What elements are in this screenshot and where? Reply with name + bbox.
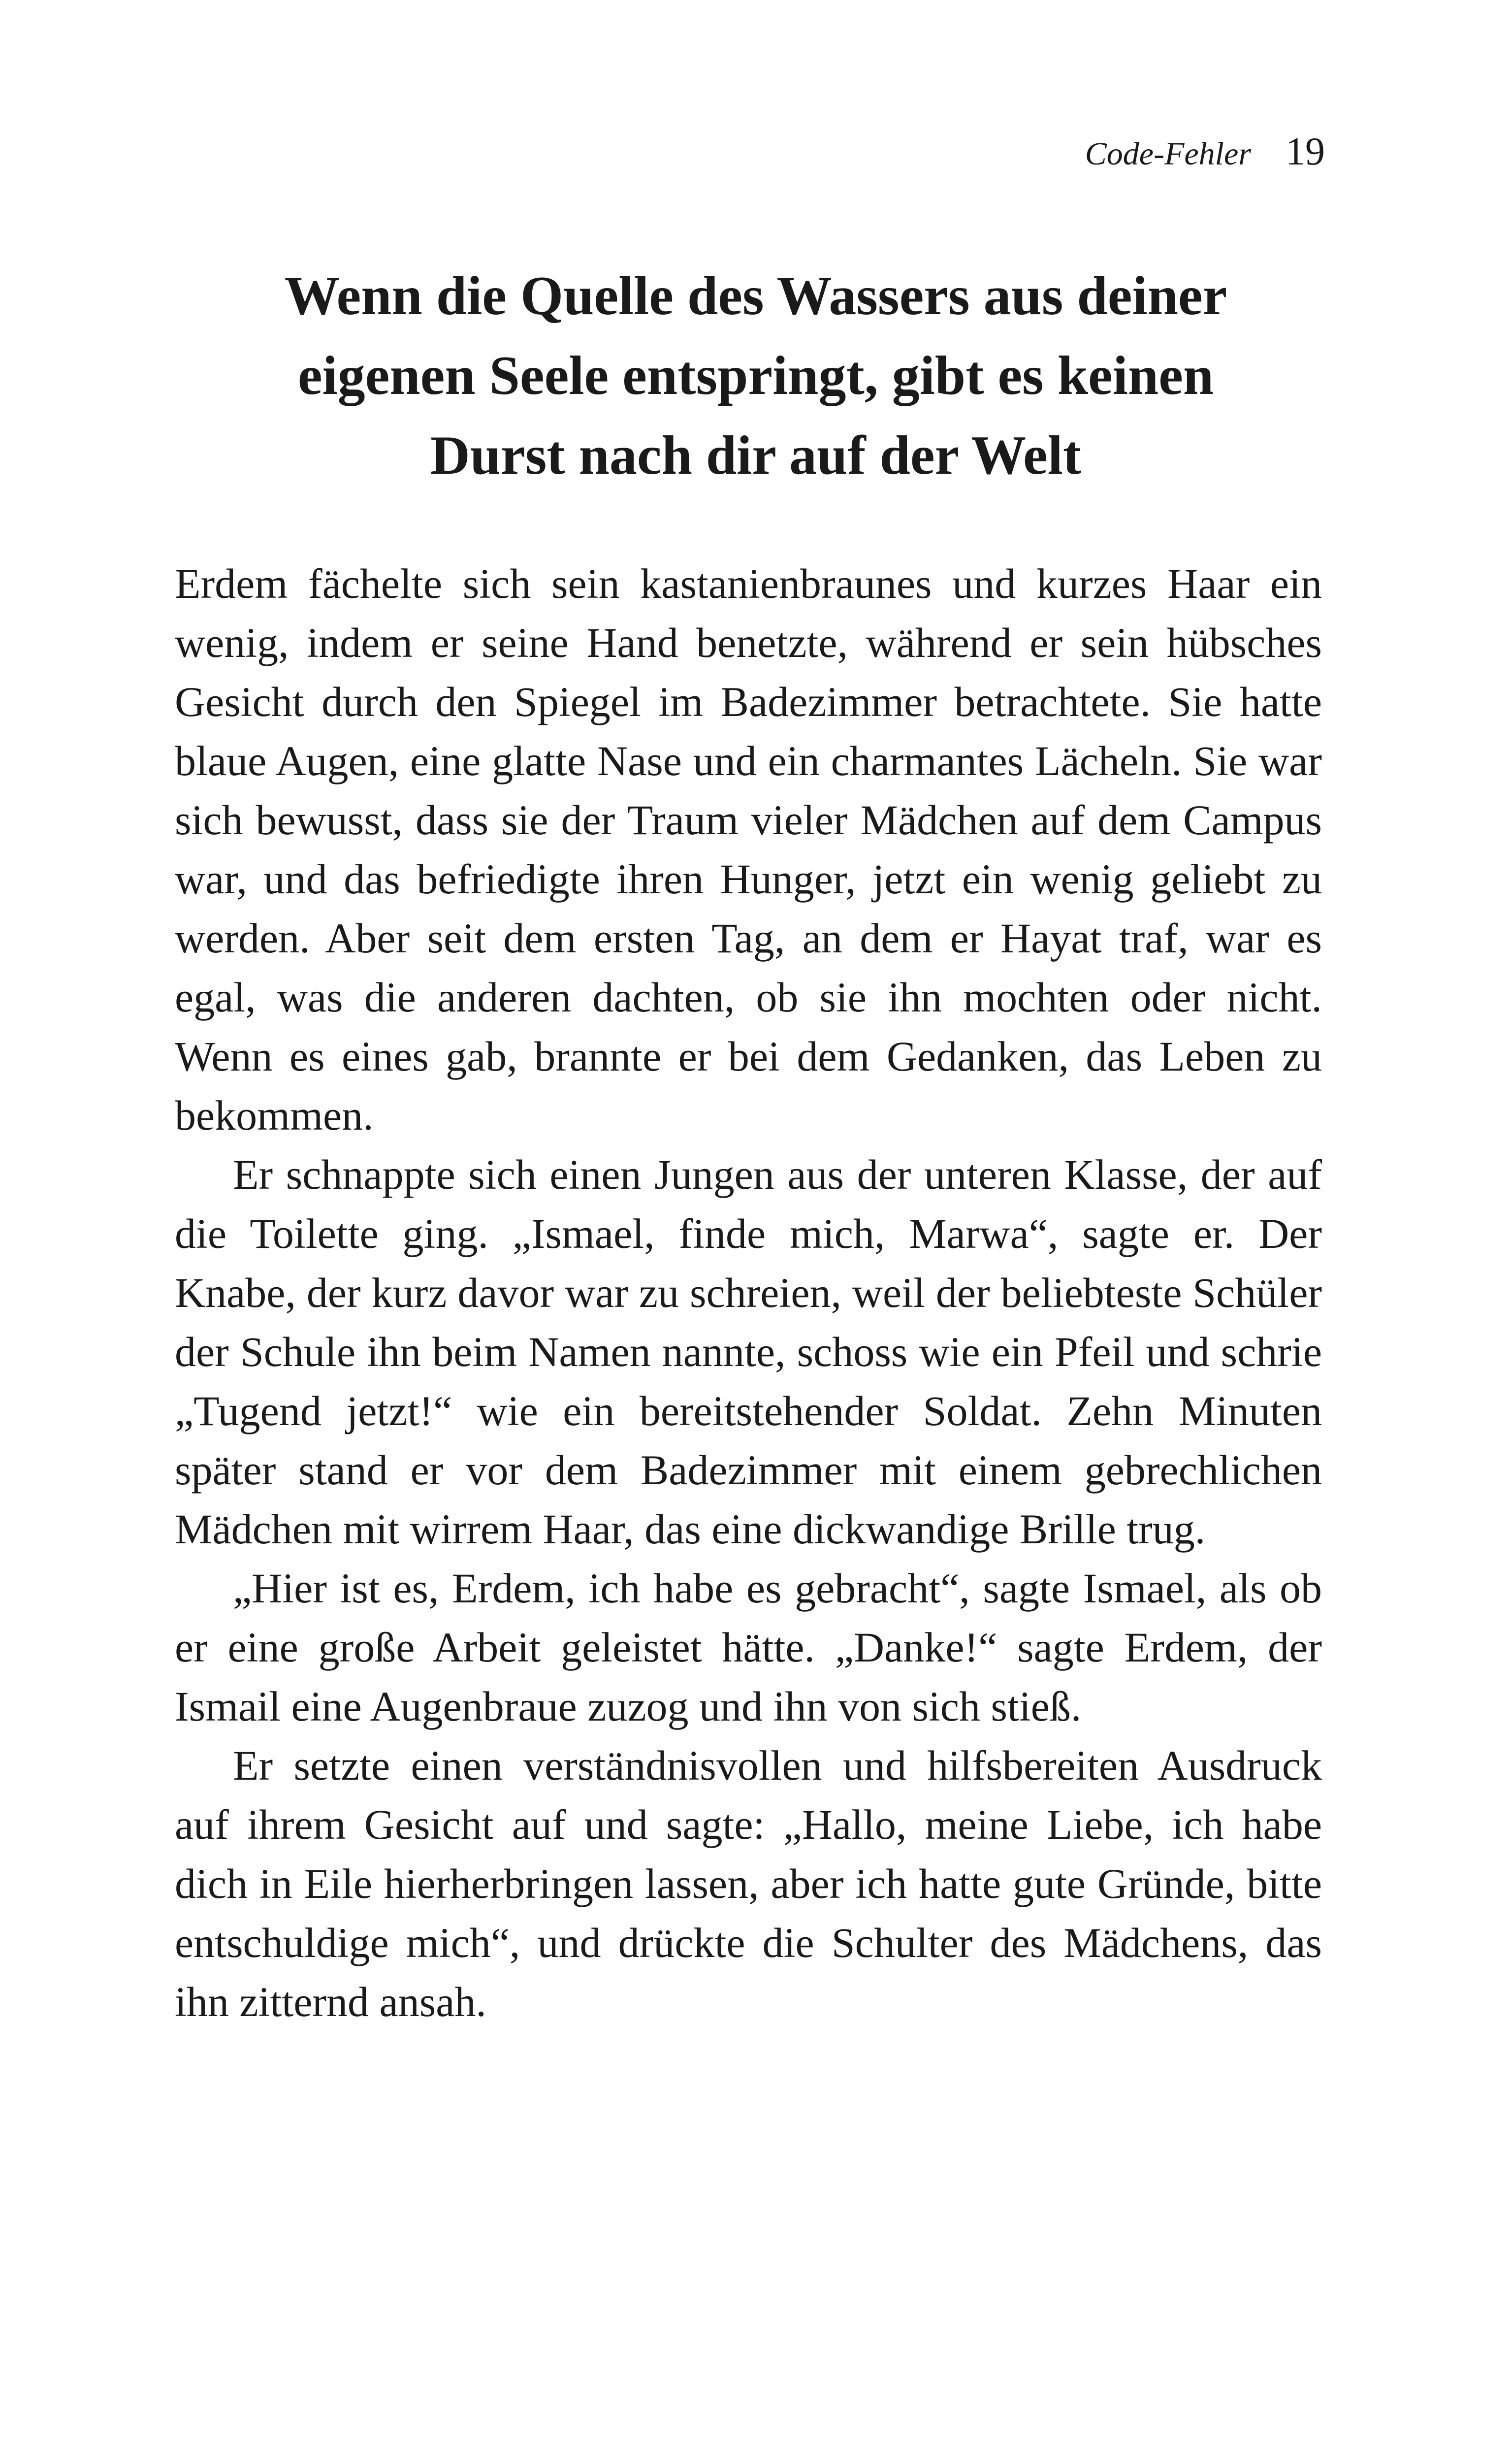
paragraph: Er schnappte sich einen Jungen aus der unteren Klasse, der auf die Toilette ging. „Ismael, finde mich, Marwa“, sagte er. Der Knabe, der kurz davor war zu schreien, weil der beliebteste Schüler der Schule ihn beim Namen nannte, schoss wie ein Pfeil und schrie „Tugend jetzt!“ wie ein bereitstehender Soldat. Zehn Minuten später stand er vor dem Badezimmer mit einem gebrechlichen Mädchen mit wirrem Haar, das eine dickwandige Brille trug. — [175, 1151, 1322, 1553]
chapter-title — [177, 256, 1334, 495]
paragraph: „Hier ist es, Erdem, ich habe es gebracht“, sagte Ismael, als ob er eine große Arbeit geleistet hätte. „Danke!“ sagte Erdem, der Ismail eine Augenbraue zuzog und ihn von sich stieß. — [175, 1564, 1322, 1730]
page-number: 19 — [1286, 130, 1325, 173]
running-title: Code-Fehler — [1085, 136, 1251, 172]
running-header — [1085, 132, 1325, 171]
chapter-title-line: eigenen Seele entspringt, gibt es keinen — [297, 345, 1214, 406]
chapter-title-line: Wenn die Quelle des Wassers aus deiner — [284, 265, 1227, 326]
body-text — [175, 554, 1322, 2031]
paragraph: Er setzte einen verständnisvollen und hilfsbereiten Ausdruck auf ihrem Gesicht auf und sagte: „Hallo, meine Liebe, ich habe dich in Eile hierherbringen lassen, aber ich hatte gute Gründe, bitte entschuldige mich“, und drückte die Schulter des Mädchens, das ihn zitternd ansah. — [175, 1742, 1322, 2025]
paragraph: Erdem fächelte sich sein kastanienbraunes und kurzes Haar ein wenig, indem er seine Hand benetzte, während er sein hübsches Gesicht durch den Spiegel im Badezimmer betrachtete. Sie hatte blaue Augen, eine glatte Nase und ein charmantes Lächeln. Sie war sich bewusst, dass sie der Traum vieler Mädchen auf dem Campus war, und das befriedigte ihren Hunger, jetzt ein wenig geliebt zu werden. Aber seit dem ersten Tag, an dem er Hayat traf, war es egal, was die anderen dachten, ob sie ihn mochten oder nicht. Wenn es eines gab, brannte er bei dem Gedanken, das Leben zu bekommen. — [175, 560, 1322, 1139]
chapter-title-line: Durst nach dir auf der Welt — [430, 425, 1082, 486]
